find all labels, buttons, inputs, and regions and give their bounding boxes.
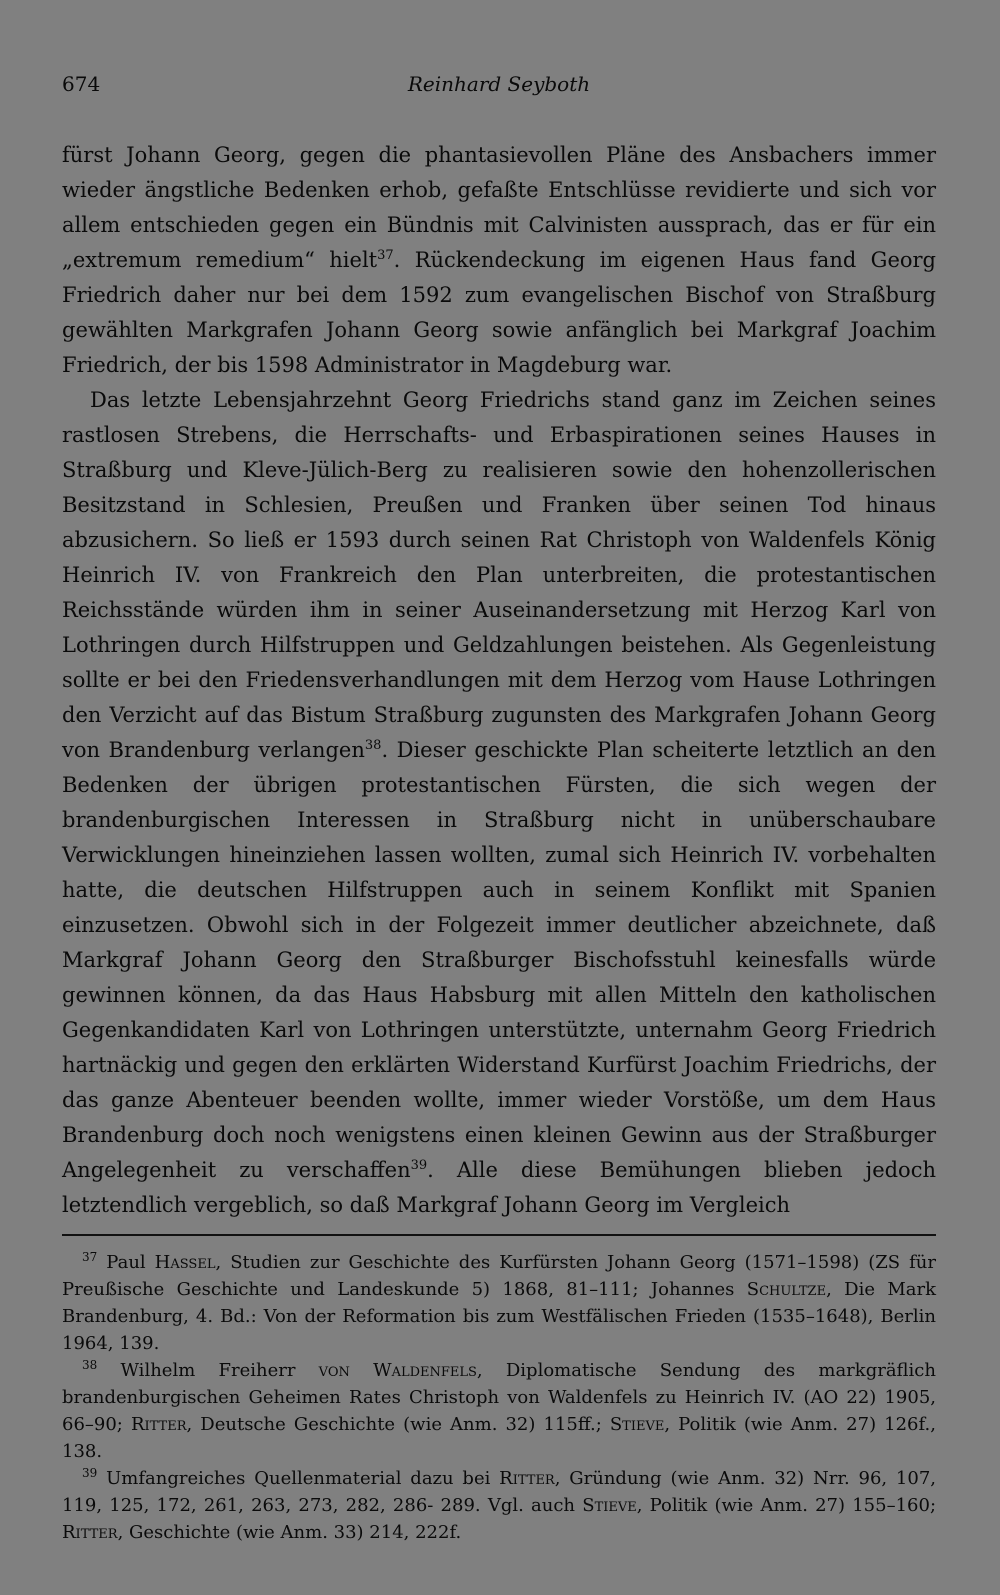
footnote-number: 39 bbox=[82, 1466, 98, 1480]
author-name: Stieve bbox=[582, 1495, 637, 1516]
page-number: 674 bbox=[62, 72, 101, 96]
footnote-text: , Die Mark Brandenburg, 4. Bd.: Von der Reformation bis zum Westfälischen Frieden (1535–1648), Berlin 1964, 139. bbox=[62, 1279, 936, 1354]
footnote-ref-37: 37 bbox=[377, 248, 394, 263]
footnote-separator bbox=[62, 1234, 936, 1236]
text-run: . Rückendeckung im eigenen Haus fand Georg Friedrich daher nur bei dem 1592 zum evangelischen Bischof von Straßburg gewählten Markgrafen Johann Georg sowie anfänglich bei Markgraf Joachim Friedrich, der bis 1598 Administrator in Magdeburg war. bbox=[62, 248, 936, 377]
author-name: Schultze bbox=[746, 1279, 827, 1300]
footnote-text: , Diplomatische Sendung des markgräflich brandenburgischen Geheimen Rates Christoph von Waldenfels zu Heinrich IV. (AO 22) 1905, 66–90; bbox=[62, 1360, 936, 1435]
footnote-number: 37 bbox=[82, 1250, 98, 1264]
text-run: . Alle diese Bemühungen blieben jedoch letztendlich vergeblich, so daß Markgraf Johann Georg im Vergleich bbox=[62, 1158, 936, 1217]
author-name: Hassel bbox=[154, 1252, 216, 1273]
footnote-text: Paul bbox=[106, 1252, 155, 1273]
footnote-text: , Geschichte (wie Anm. 33) 214, 222f. bbox=[117, 1522, 462, 1543]
text-run: Das letzte Lebensjahrzehnt Georg Friedrichs stand ganz im Zeichen seines rastlosen Strebens, die Herrschafts- und Erbaspirationen seines Hauses in Straßburg und Kleve-Jülich-Berg zu realisieren sowie den hohenzollerischen Besitzstand in Schlesien, Preußen und Franken über seinen Tod hinaus abzusichern. So ließ er 1593 durch seinen Rat Christoph von Waldenfels König Heinrich IV. von Frankreich den Plan unterbreiten, die protestantischen Reichsstände würden ihm in seiner Auseinandersetzung mit Herzog Karl von Lothringen durch Hilfstruppen und Geldzahlungen beistehen. Als Gegenleistung sollte er bei den Friedensverhandlungen mit dem Herzog vom Hause Lothringen den Verzicht auf das Bistum Straßburg zugunsten des Markgrafen Johann Georg von Brandenburg verlangen bbox=[62, 388, 936, 762]
footnote-ref-39: 39 bbox=[410, 1158, 428, 1173]
footnote-text: , Politik (wie Anm. 27) 155–160; bbox=[636, 1495, 937, 1516]
author-name: Stieve bbox=[609, 1414, 665, 1435]
author-name: Ritter bbox=[62, 1522, 118, 1543]
text-run: . Dieser geschickte Plan scheiterte letztlich an den Bedenken der übrigen protestantischen Fürsten, die sich wegen der brandenburgischen Interessen in Straßburg nicht in unüberschaubare Verwicklungen hineinziehen lassen wollten, zumal sich Heinrich IV. vorbehalten hatte, die deutschen Hilfstruppen auch in seinem Konflikt mit Spanien einzusetzen. Obwohl sich in der Folgezeit immer deutlicher abzeichnete, daß Markgraf Johann Georg den Straßburger Bischofsstuhl keinesfalls würde gewinnen können, da das Haus Habsburg mit allen Mitteln den katholischen Gegenkandidaten Karl von Lothringen unterstützte, unternahm Georg Friedrich hartnäckig und gegen den erklärten Widerstand Kurfürst Joachim Friedrichs, der das ganze Abenteuer beenden wollte, immer wieder Vorstöße, um dem Haus Brandenburg doch noch wenigstens einen kleinen Gewinn aus der Straßburger Angelegenheit zu verschaffen bbox=[62, 738, 936, 1182]
footnote-38 bbox=[62, 1357, 936, 1465]
footnote-37 bbox=[62, 1249, 936, 1357]
footnote-ref-38: 38 bbox=[364, 738, 382, 753]
running-head: Reinhard Seyboth bbox=[407, 72, 591, 96]
paragraph bbox=[62, 138, 936, 383]
footnote-text: , Politik (wie Anm. 27) 126f., 138. bbox=[62, 1414, 936, 1462]
footnote-text: Wilhelm Freiherr bbox=[120, 1360, 319, 1381]
page-header bbox=[62, 72, 936, 100]
footnote-text: Umfangreiches Quellenmaterial dazu bei bbox=[106, 1468, 500, 1489]
footnotes bbox=[62, 1249, 936, 1546]
paragraph bbox=[62, 383, 936, 1223]
text-run: fürst Johann Georg, gegen die phantasievollen Pläne des Ansbachers immer wieder ängstliche Bedenken erhob, gefaßte Entschlüsse revidierte und sich vor allem entschieden gegen ein Bündnis mit Calvinisten aussprach, das er für ein „extremum remedium“ hielt bbox=[62, 143, 936, 272]
footnote-39 bbox=[62, 1465, 936, 1546]
footnote-text: , Gründung (wie Anm. 32) Nrr. 96, 107, 119, 125, 172, 261, 263, 273, 282, 286- 289. Vgl. auch bbox=[62, 1468, 936, 1516]
author-name: von Waldenfels bbox=[318, 1360, 477, 1381]
author-name: Ritter bbox=[130, 1414, 187, 1435]
footnote-number: 38 bbox=[82, 1358, 98, 1372]
footnote-text: , Studien zur Geschichte des Kurfürsten Johann Georg (1571–1598) (ZS für Preußische Geschichte und Landeskunde 5) 1868, 81–111; Johannes bbox=[62, 1252, 936, 1300]
body-text bbox=[62, 138, 936, 1223]
footnote-text: , Deutsche Geschichte (wie Anm. 32) 115ff.; bbox=[186, 1414, 610, 1435]
author-name: Ritter bbox=[499, 1468, 555, 1489]
